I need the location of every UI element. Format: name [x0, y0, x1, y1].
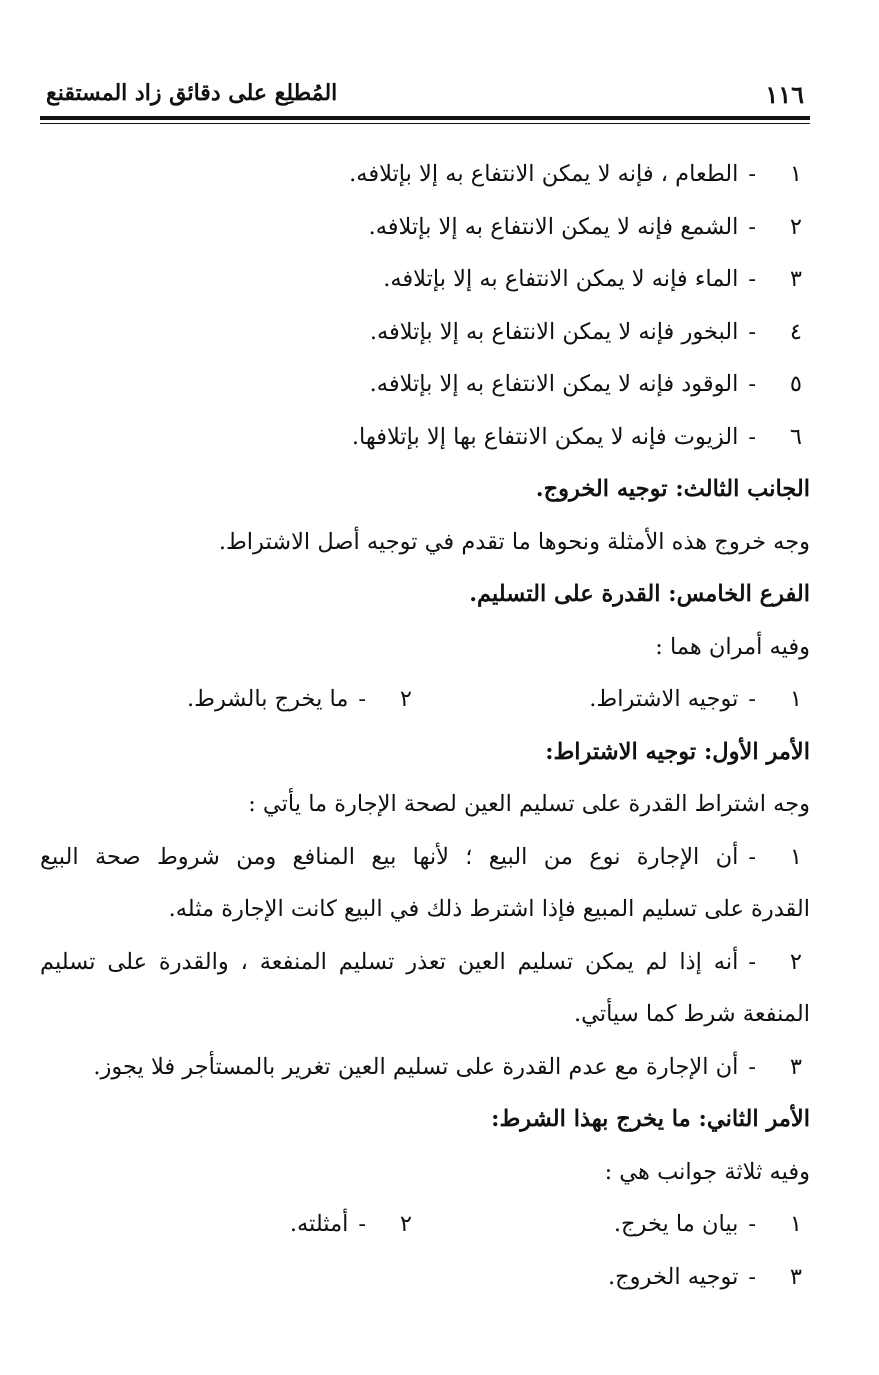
reason-1-line-2: القدرة على تسليم المبيع فإذا اشترط ذلك في البيع كانت الإجارة مثله. [168, 896, 810, 922]
item-number: ١ [789, 161, 802, 187]
reason-1-line-1: ١-أن الإجارة نوع من البيع ؛ لأنها بيع المنافع ومن شروط صحة البيع [40, 831, 810, 884]
item-number: ٤ [789, 318, 802, 345]
list-item: ٦-الزيوت فإنه لا يمكن الانتفاع بها إلا بإتلافها. [40, 411, 810, 464]
item-text: أن الإجارة مع عدم القدرة على تسليم العين تغرير بالمستأجر فلا يجوز. [93, 1053, 739, 1080]
item-number: ٢ [399, 686, 412, 712]
list-item: ١-الطعام ، فإنه لا يمكن الانتفاع به إلا بإتلافه. [40, 148, 810, 201]
list-item: ١-بيان ما يخرج. [614, 1198, 810, 1251]
reason-3-line-1: ٣-أن الإجارة مع عدم القدرة على تسليم العين تغرير بالمستأجر فلا يجوز. [40, 1041, 810, 1094]
section-heading-third-side: الجانب الثالث: توجيه الخروج. [535, 476, 810, 502]
item-text: توجيه الاشتراط. [589, 686, 739, 712]
three-sides-row [40, 1198, 810, 1251]
page-number: ١١٦ [765, 80, 804, 109]
section-heading-second-matter: الأمر الثاني: ما يخرج بهذا الشرط: [491, 1106, 810, 1132]
item-text: أنه إذا لم يمكن تسليم العين تعذر تسليم المنفعة ، والقدرة على تسليم [40, 948, 739, 975]
item-text: الزيوت فإنه لا يمكن الانتفاع بها إلا بإتلافها. [351, 423, 739, 450]
list-item: ٣-الماء فإنه لا يمكن الانتفاع به إلا بإتلافه. [40, 253, 810, 306]
list-item: ٤-البخور فإنه لا يمكن الانتفاع به إلا بإتلافه. [40, 306, 810, 359]
item-number: ٣ [789, 1053, 802, 1080]
page-header [40, 78, 810, 112]
item-text: أن الإجارة نوع من البيع ؛ لأنها بيع المنافع ومن شروط صحة البيع [40, 843, 739, 870]
item-text: أمثلته. [289, 1211, 349, 1237]
item-text: الوقود فإنه لا يمكن الانتفاع به إلا بإتلافه. [369, 371, 739, 397]
item-number: ١ [789, 843, 802, 870]
item-number: ٦ [789, 423, 802, 450]
item-text: بيان ما يخرج. [613, 1211, 739, 1237]
header-rule-thin [40, 123, 810, 124]
section-heading-fifth-branch: الفرع الخامس: القدرة على التسليم. [469, 581, 810, 607]
item-number: ١ [789, 1211, 802, 1237]
three-sides-intro: وفيه ثلاثة جوانب هي : [604, 1158, 810, 1185]
item-number: ١ [789, 686, 802, 712]
item-number: ٣ [789, 266, 802, 292]
list-item: ٢-أمثلته. [290, 1198, 420, 1251]
section-heading-first-matter: الأمر الأول: توجيه الاشتراط: [545, 738, 810, 765]
item-number: ٣ [789, 1263, 802, 1290]
list-item: ٢-الشمع فإنه لا يمكن الانتفاع به إلا بإتلافه. [40, 201, 810, 254]
page-body [40, 148, 810, 1303]
reason-2-line-1: ٢-أنه إذا لم يمكن تسليم العين تعذر تسليم المنفعة ، والقدرة على تسليم [40, 936, 810, 989]
item-text: الشمع فإنه لا يمكن الانتفاع به إلا بإتلافه. [368, 213, 739, 240]
item-number: ٢ [789, 948, 802, 975]
book-page [40, 0, 810, 1375]
header-rule-thick [40, 116, 810, 120]
list-item: ٢-ما يخرج بالشرط. [187, 673, 420, 726]
item-text: الطعام ، فإنه لا يمكن الانتفاع به إلا بإتلافه. [349, 161, 739, 187]
two-matters-intro: وفيه أمران هما : [655, 633, 810, 660]
item-text: البخور فإنه لا يمكن الانتفاع به إلا بإتلافه. [369, 318, 739, 345]
reason-2-line-2: المنفعة شرط كما سيأتي. [574, 1001, 810, 1027]
list-item: ٣-توجيه الخروج. [40, 1251, 810, 1304]
item-text: توجيه الخروج. [608, 1263, 739, 1290]
item-number: ٢ [399, 1211, 412, 1237]
two-matters-row [40, 673, 810, 726]
list-item: ٥-الوقود فإنه لا يمكن الانتفاع به إلا بإتلافه. [40, 358, 810, 411]
item-text: الماء فإنه لا يمكن الانتفاع به إلا بإتلافه. [383, 266, 739, 292]
item-text: ما يخرج بالشرط. [187, 686, 349, 712]
running-title: المُطلِع على دقائق زاد المستقنع [46, 80, 338, 106]
item-number: ٥ [789, 371, 802, 397]
paragraph-condition: وجه اشتراط القدرة على تسليم العين لصحة الإجارة ما يأتي : [248, 791, 810, 817]
paragraph-exit: وجه خروج هذه الأمثلة ونحوها ما تقدم في توجيه أصل الاشتراط. [218, 528, 810, 555]
item-number: ٢ [789, 213, 802, 240]
list-item: ١-توجيه الاشتراط. [589, 673, 810, 726]
